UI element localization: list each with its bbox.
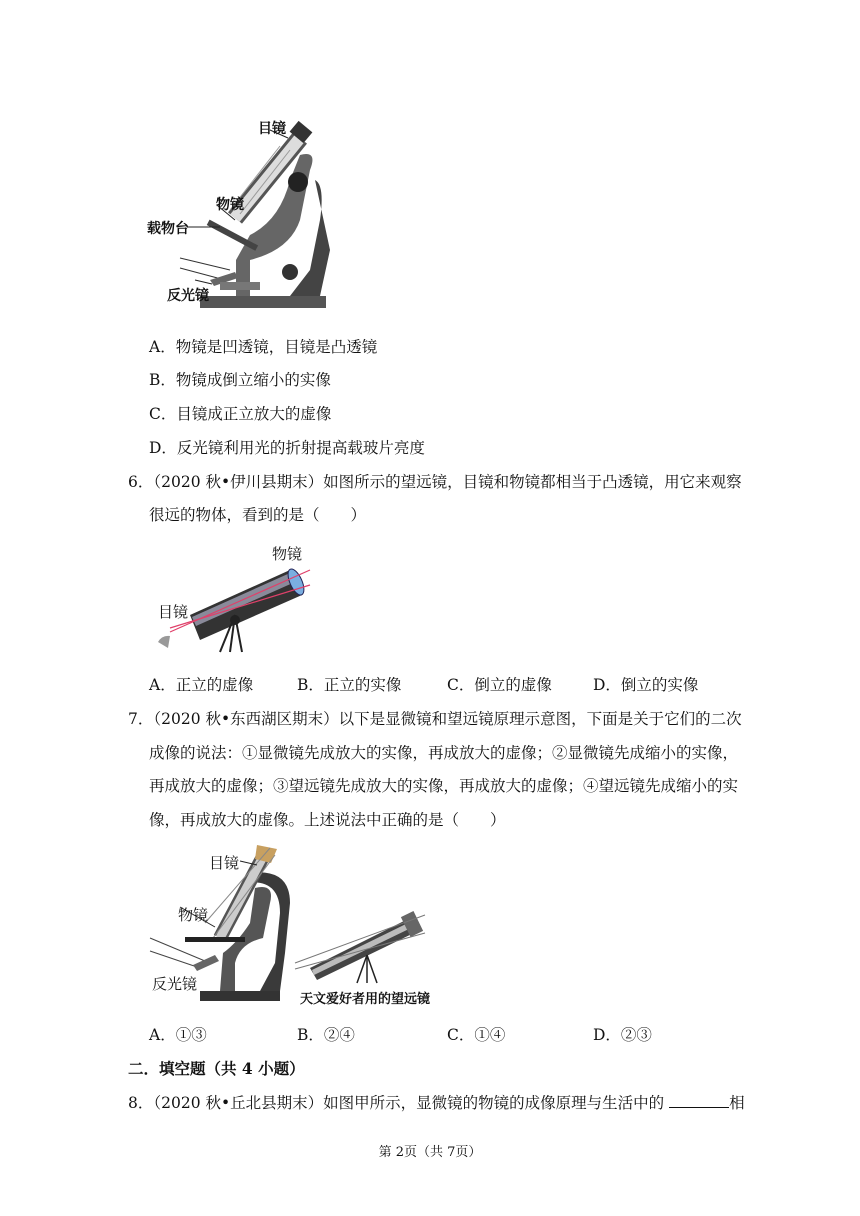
label-objective: 物镜 (216, 197, 244, 213)
page-footer: 第 2页（共 7页） (378, 1145, 482, 1160)
q6-option-c: C．倒立的虚像 (447, 676, 552, 694)
q6-option-b: B．正立的实像 (297, 676, 402, 694)
label-eyepiece: 目镜 (258, 121, 286, 137)
label-q7-eyepiece: 目镜 (209, 854, 240, 872)
q5-option-a: A．物镜是凹透镜，目镜是凸透镜 (149, 338, 378, 356)
q6-stem-line2: 很远的物体，看到的是（ ） (149, 506, 367, 524)
label-q7-mirror: 反光镜 (152, 975, 198, 993)
q8-stem-prefix: 8．（2020 秋•丘北县期末）如图甲所示，显微镜的物镜的成像原理与生活中的 (128, 1094, 665, 1112)
q7-stem-line3: 再成放大的虚像；③望远镜先成放大的实像，再成放大的虚像；④望远镜先成缩小的实 (149, 777, 739, 795)
figure-microscope-1 (140, 110, 340, 320)
label-mirror: 反光镜 (167, 288, 209, 304)
q5-option-b: B．物镜成倒立缩小的实像 (149, 371, 331, 389)
q6-option-d: D．倒立的实像 (593, 676, 699, 694)
label-q7-caption: 天文爱好者用的望远镜 (300, 992, 431, 1007)
q8-stem-suffix: 相 (729, 1094, 745, 1112)
q5-option-d: D．反光镜利用光的折射提高载玻片亮度 (149, 439, 425, 457)
q7-option-d: D．②③ (593, 1026, 652, 1044)
label-q7-objective: 物镜 (178, 906, 209, 924)
q6-option-a: A．正立的虚像 (149, 676, 254, 694)
q7-option-c: C．①④ (447, 1026, 506, 1044)
q5-option-c: C．目镜成正立放大的虚像 (149, 405, 332, 423)
q7-option-b: B．②④ (297, 1026, 355, 1044)
q8-answer-blank[interactable] (669, 1093, 729, 1108)
q7-stem-line4: 像，再成放大的虚像。上述说法中正确的是（ ） (149, 811, 506, 829)
q7-stem-line2: 成像的说法：①显微镜先成放大的实像，再成放大的虚像；②显微镜先成缩小的实像， (149, 744, 739, 762)
section-title-fill-in: 二．填空题（共 4 小题） (128, 1059, 305, 1078)
q6-stem-line1: 6．（2020 秋•伊川县期末）如图所示的望远镜，目镜和物镜都相当于凸透镜，用它来观察 (128, 473, 742, 491)
label-telescope-objective: 物镜 (272, 545, 303, 563)
q7-stem-line1: 7．（2020 秋•东西湖区期末）以下是显微镜和望远镜原理示意图，下面是关于它们的二次 (128, 710, 742, 728)
q8-stem (128, 1093, 745, 1113)
figure-microscope-telescope (145, 843, 445, 1008)
label-telescope-eyepiece: 目镜 (158, 603, 189, 621)
figure-telescope-1 (150, 540, 320, 655)
q7-option-a: A．①③ (149, 1026, 207, 1044)
label-stage: 载物台 (147, 221, 189, 237)
